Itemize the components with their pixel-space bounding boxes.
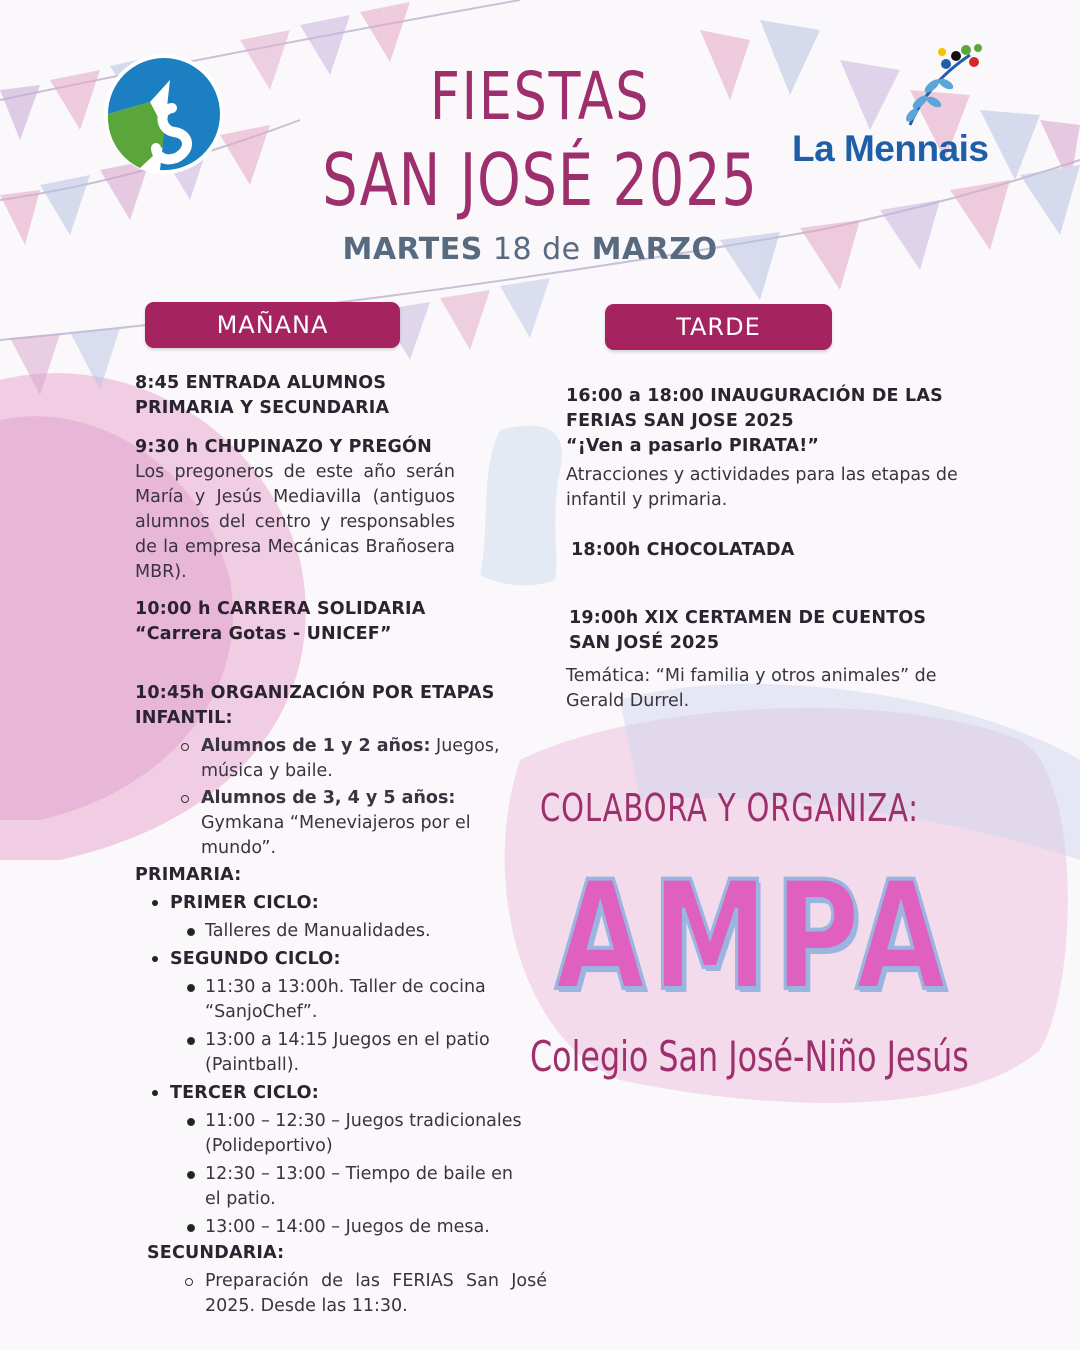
secundaria-list	[135, 1269, 547, 1319]
date-weekday: MARTES	[342, 232, 483, 267]
organizer-school: Colegio San José-Niño Jesús	[530, 1032, 969, 1081]
list-item: 13:00 a 14:15 Juegos en el patio (Paintball).	[205, 1028, 525, 1078]
event-certamen-desc: Temática: “Mi familia y otros animales” de Gerald Durrel.	[566, 666, 937, 711]
event-date	[0, 232, 1060, 267]
event-certamen-line1: 19:00h XIX CERTAMEN DE CUENTOS	[569, 608, 927, 628]
event-inauguracion-sub: “¡Ven a pasarlo PIRATA!”	[566, 436, 820, 456]
event-certamen	[569, 606, 989, 656]
morning-section-label: MAÑANA	[145, 302, 400, 348]
morning-stages	[135, 681, 555, 1319]
primaria-label: PRIMARIA:	[135, 865, 242, 885]
primaria-list	[135, 891, 555, 1240]
secundaria-label: SECUNDARIA:	[147, 1243, 285, 1263]
organizer-name: AMPA	[555, 850, 953, 1024]
list-item: 12:30 – 13:00 – Tiempo de baile en el patio.	[205, 1162, 525, 1212]
list-item: 11:30 a 13:00h. Taller de cocina “SanjoChef”.	[205, 975, 525, 1025]
partner-logo-text: La Mennais	[792, 128, 989, 169]
list-item: 11:00 – 12:30 – Juegos tradicionales (Polideportivo)	[205, 1109, 525, 1159]
event-carrera-title: 10:00 h CARRERA SOLIDARIA	[135, 599, 426, 619]
date-day: 18	[482, 232, 543, 267]
page-title-line1: FIESTAS	[429, 58, 651, 135]
event-entrada-line1: 8:45 ENTRADA ALUMNOS	[135, 373, 387, 393]
event-inauguracion-line1: 16:00 a 18:00 INAUGURACIÓN DE LAS	[566, 386, 943, 406]
event-chupinazo-desc: Los pregoneros de este año serán María y Jesús Mediavilla (antiguos alumnos del centro y responsables de la empresa Mecánicas Brañosera MBR).	[135, 462, 455, 582]
date-month: MARZO	[580, 232, 718, 267]
list-item: TERCER CICLO: 11:00 – 12:30 – Juegos tradicionales (Polideportivo) 12:30 – 13:00 – Tiempo de baile en el patio. 13:00 – 14:00 – Juegos de mesa.	[170, 1081, 555, 1240]
event-carrera-sub: “Carrera Gotas - UNICEF”	[135, 624, 392, 644]
list-item: SEGUNDO CICLO: 11:30 a 13:00h. Taller de cocina “SanjoChef”. 13:00 a 14:15 Juegos en el patio (Paintball).	[170, 947, 555, 1078]
infantil-list	[135, 734, 501, 861]
event-inauguracion-desc: Atracciones y actividades para las etapas de infantil y primaria.	[566, 465, 958, 510]
event-chupinazo-title: 9:30 h CHUPINAZO Y PREGÓN	[135, 437, 432, 457]
list-item: Alumnos de 3, 4 y 5 años: Gymkana “Meneviajeros por el mundo”.	[201, 786, 501, 861]
page-title-line2: SAN JOSÉ 2025	[322, 138, 758, 222]
afternoon-column	[566, 384, 996, 513]
list-item: Preparación de las FERIAS San José 2025. Desde las 11:30.	[205, 1269, 547, 1319]
event-etapas-title: 10:45h ORGANIZACIÓN POR ETAPAS	[135, 683, 495, 703]
date-de: de	[542, 232, 581, 267]
event-certamen-line2: SAN JOSÉ 2025	[569, 633, 720, 653]
list-item: 13:00 – 14:00 – Juegos de mesa.	[205, 1215, 525, 1240]
morning-column	[135, 371, 455, 647]
list-item: PRIMER CICLO: Talleres de Manualidades.	[170, 891, 555, 944]
list-item: Talleres de Manualidades.	[205, 919, 525, 944]
afternoon-section-label: TARDE	[605, 304, 832, 350]
infantil-label: INFANTIL:	[135, 708, 233, 728]
event-chocolatada: 18:00h CHOCOLATADA	[571, 540, 795, 560]
organizer-heading: COLABORA Y ORGANIZA:	[540, 786, 919, 830]
event-entrada-line2: PRIMARIA Y SECUNDARIA	[135, 398, 390, 418]
list-item: Alumnos de 1 y 2 años: Juegos, música y baile.	[201, 734, 501, 784]
event-inauguracion-line2: FERIAS SAN JOSE 2025	[566, 411, 794, 431]
